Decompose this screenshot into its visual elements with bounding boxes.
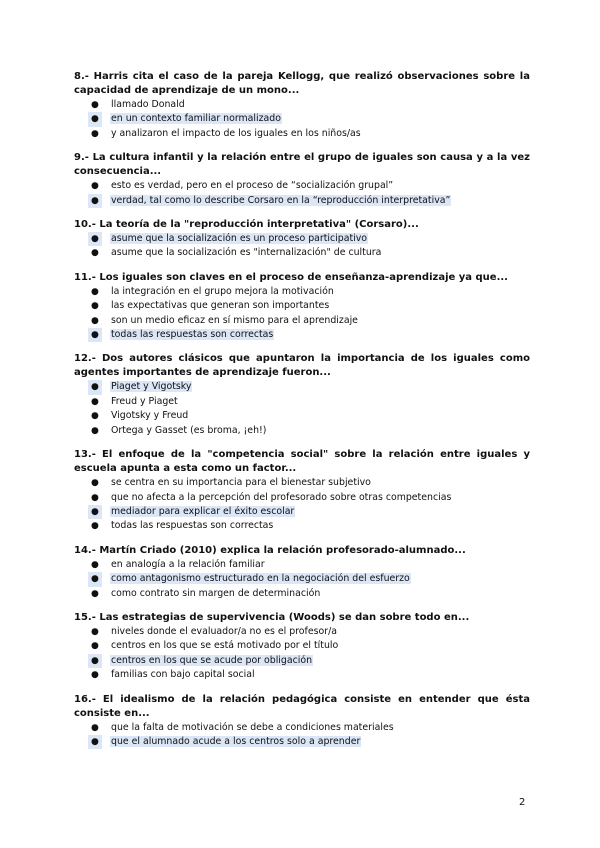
answer-option bbox=[74, 668, 530, 682]
answer-text: como contrato sin margen de determinación bbox=[111, 587, 321, 599]
bullet-icon: ● bbox=[91, 588, 99, 599]
question-block bbox=[74, 693, 530, 750]
answer-text: asume que la socialización es "internalización" de cultura bbox=[111, 247, 382, 259]
answer-option bbox=[74, 424, 530, 438]
question-text: 15.- Las estrategias de supervivencia (Woods) se dan sobre todo en... bbox=[74, 611, 470, 623]
answer-option-highlighted bbox=[74, 505, 530, 519]
bullet-icon: ● bbox=[91, 425, 99, 436]
answer-list bbox=[74, 721, 530, 750]
answer-list bbox=[74, 476, 530, 534]
answer-text: en un contexto familiar normalizado bbox=[111, 113, 281, 125]
answer-text: familias con bajo capital social bbox=[111, 669, 255, 681]
bullet-icon: ● bbox=[91, 670, 99, 681]
answer-option bbox=[74, 285, 530, 299]
bullet-icon: ● bbox=[91, 301, 99, 312]
question-text: 9.- La cultura infantil y la relación entre el grupo de iguales son causa y a la vez consecuencia... bbox=[74, 152, 530, 178]
answer-text: llamado Donald bbox=[111, 99, 185, 110]
document-page bbox=[74, 70, 530, 759]
answer-option bbox=[74, 395, 530, 409]
answer-text: Vigotsky y Freud bbox=[111, 410, 189, 422]
answer-option bbox=[74, 409, 530, 423]
question-block bbox=[74, 271, 530, 343]
answer-text: todas las respuestas son correctas bbox=[111, 329, 274, 341]
answer-text: esto es verdad, pero en el proceso de “socialización grupal” bbox=[111, 180, 394, 192]
bullet-icon: ● bbox=[88, 112, 102, 126]
answer-option bbox=[74, 299, 530, 313]
answer-text: las expectativas que generan son importantes bbox=[111, 300, 330, 312]
answer-text: se centra en su importancia para el bienestar subjetivo bbox=[111, 477, 371, 489]
answer-option bbox=[74, 127, 530, 141]
bullet-icon: ● bbox=[88, 328, 102, 342]
answer-text: que el alumnado acude a los centros solo a aprender bbox=[111, 735, 361, 747]
answer-option bbox=[74, 639, 530, 653]
answer-option bbox=[74, 476, 530, 490]
answer-option bbox=[74, 491, 530, 505]
bullet-icon: ● bbox=[91, 411, 99, 422]
bullet-icon: ● bbox=[91, 722, 99, 733]
answer-text: asume que la socialización es un proceso participativo bbox=[111, 233, 368, 245]
answer-text: y analizaron el impacto de los iguales en los niños/as bbox=[111, 127, 361, 139]
question-text: 16.- El idealismo de la relación pedagógica consiste en entender que ésta consiste en... bbox=[74, 693, 530, 719]
question-block bbox=[74, 611, 530, 683]
answer-list bbox=[74, 232, 530, 261]
answer-text: en analogía a la relación familiar bbox=[111, 558, 265, 570]
bullet-icon: ● bbox=[91, 559, 99, 570]
answer-option bbox=[74, 558, 530, 572]
bullet-icon: ● bbox=[91, 626, 99, 637]
answer-text: verdad, tal como lo describe Corsaro en la “reproducción interpretativa” bbox=[111, 194, 451, 206]
answer-list bbox=[74, 98, 530, 141]
answer-text: que no afecta a la percepción del profesorado sobre otras competencias bbox=[111, 491, 452, 503]
question-block bbox=[74, 544, 530, 601]
answer-option bbox=[74, 179, 530, 193]
answer-option bbox=[74, 625, 530, 639]
question-block bbox=[74, 352, 530, 438]
answer-text: Freud y Piaget bbox=[111, 395, 178, 407]
question-text: 11.- Los iguales son claves en el proceso de enseñanza-aprendizaje ya que... bbox=[74, 271, 508, 283]
question-block bbox=[74, 448, 530, 534]
bullet-icon: ● bbox=[91, 100, 99, 110]
answer-option bbox=[74, 587, 530, 601]
question-block bbox=[74, 70, 530, 141]
answer-list bbox=[74, 380, 530, 438]
question-text: 13.- El enfoque de la "competencia social" sobre la relación entre iguales y escuela apunta a esta como un factor... bbox=[74, 449, 530, 475]
bullet-icon: ● bbox=[91, 641, 99, 652]
answer-option bbox=[74, 98, 530, 112]
answer-text: todas las respuestas son correctas bbox=[111, 520, 274, 532]
answer-option-highlighted bbox=[74, 572, 530, 586]
answer-text: como antagonismo estructurado en la negociación del esfuerzo bbox=[111, 573, 410, 585]
question-text: 8.- Harris cita el caso de la pareja Kellogg, que realizó observaciones sobre la capacidad de aprendizaje de un mono... bbox=[74, 71, 530, 96]
bullet-icon: ● bbox=[91, 396, 99, 407]
bullet-icon: ● bbox=[91, 315, 99, 326]
question-text: 10.- La teoría de la "reproducción interpretativa" (Corsaro)... bbox=[74, 219, 419, 231]
bullet-icon: ● bbox=[88, 194, 102, 208]
answer-text: niveles donde el evaluador/a no es el profesor/a bbox=[111, 625, 337, 637]
bullet-icon: ● bbox=[91, 478, 99, 489]
answer-list bbox=[74, 558, 530, 601]
answer-option bbox=[74, 246, 530, 260]
answer-option bbox=[74, 519, 530, 533]
bullet-icon: ● bbox=[91, 181, 99, 192]
question-block bbox=[74, 218, 530, 261]
answer-option-highlighted bbox=[74, 654, 530, 668]
answer-text: que la falta de motivación se debe a condiciones materiales bbox=[111, 721, 394, 733]
page-number: 2 bbox=[519, 797, 526, 808]
bullet-icon: ● bbox=[88, 380, 102, 394]
answer-option bbox=[74, 314, 530, 328]
bullet-icon: ● bbox=[88, 654, 102, 668]
bullet-icon: ● bbox=[88, 232, 102, 246]
answer-text: la integración en el grupo mejora la motivación bbox=[111, 285, 334, 297]
answer-option-highlighted bbox=[74, 380, 530, 394]
answer-option-highlighted bbox=[74, 328, 530, 342]
bullet-icon: ● bbox=[91, 492, 99, 503]
answer-option bbox=[74, 721, 530, 735]
answer-option-highlighted bbox=[74, 735, 530, 749]
bullet-icon: ● bbox=[91, 128, 99, 139]
answer-list bbox=[74, 625, 530, 683]
answer-text: centros en los que se acude por obligación bbox=[111, 654, 313, 666]
bullet-icon: ● bbox=[88, 735, 102, 749]
bullet-icon: ● bbox=[88, 505, 102, 519]
answer-option-highlighted bbox=[74, 232, 530, 246]
question-text: 14.- Martín Criado (2010) explica la relación profesorado-alumnado... bbox=[74, 544, 466, 556]
bullet-icon: ● bbox=[91, 521, 99, 532]
answer-text: Piaget y Vigotsky bbox=[111, 381, 192, 393]
answer-option-highlighted bbox=[74, 194, 530, 208]
answer-text: Ortega y Gasset (es broma, ¡eh!) bbox=[111, 424, 267, 436]
answer-option-highlighted bbox=[74, 112, 530, 126]
question-block bbox=[74, 151, 530, 208]
answer-text: mediador para explicar el éxito escolar bbox=[111, 505, 295, 517]
question-text: 12.- Dos autores clásicos que apuntaron la importancia de los iguales como agentes importantes de aprendizaje fueron... bbox=[74, 353, 530, 379]
bullet-icon: ● bbox=[91, 248, 99, 259]
answer-text: centros en los que se está motivado por el título bbox=[111, 640, 339, 652]
bullet-icon: ● bbox=[91, 286, 99, 297]
answer-list bbox=[74, 179, 530, 208]
answer-list bbox=[74, 285, 530, 343]
answer-text: son un medio eficaz en sí mismo para el aprendizaje bbox=[111, 314, 358, 326]
bullet-icon: ● bbox=[88, 572, 102, 586]
